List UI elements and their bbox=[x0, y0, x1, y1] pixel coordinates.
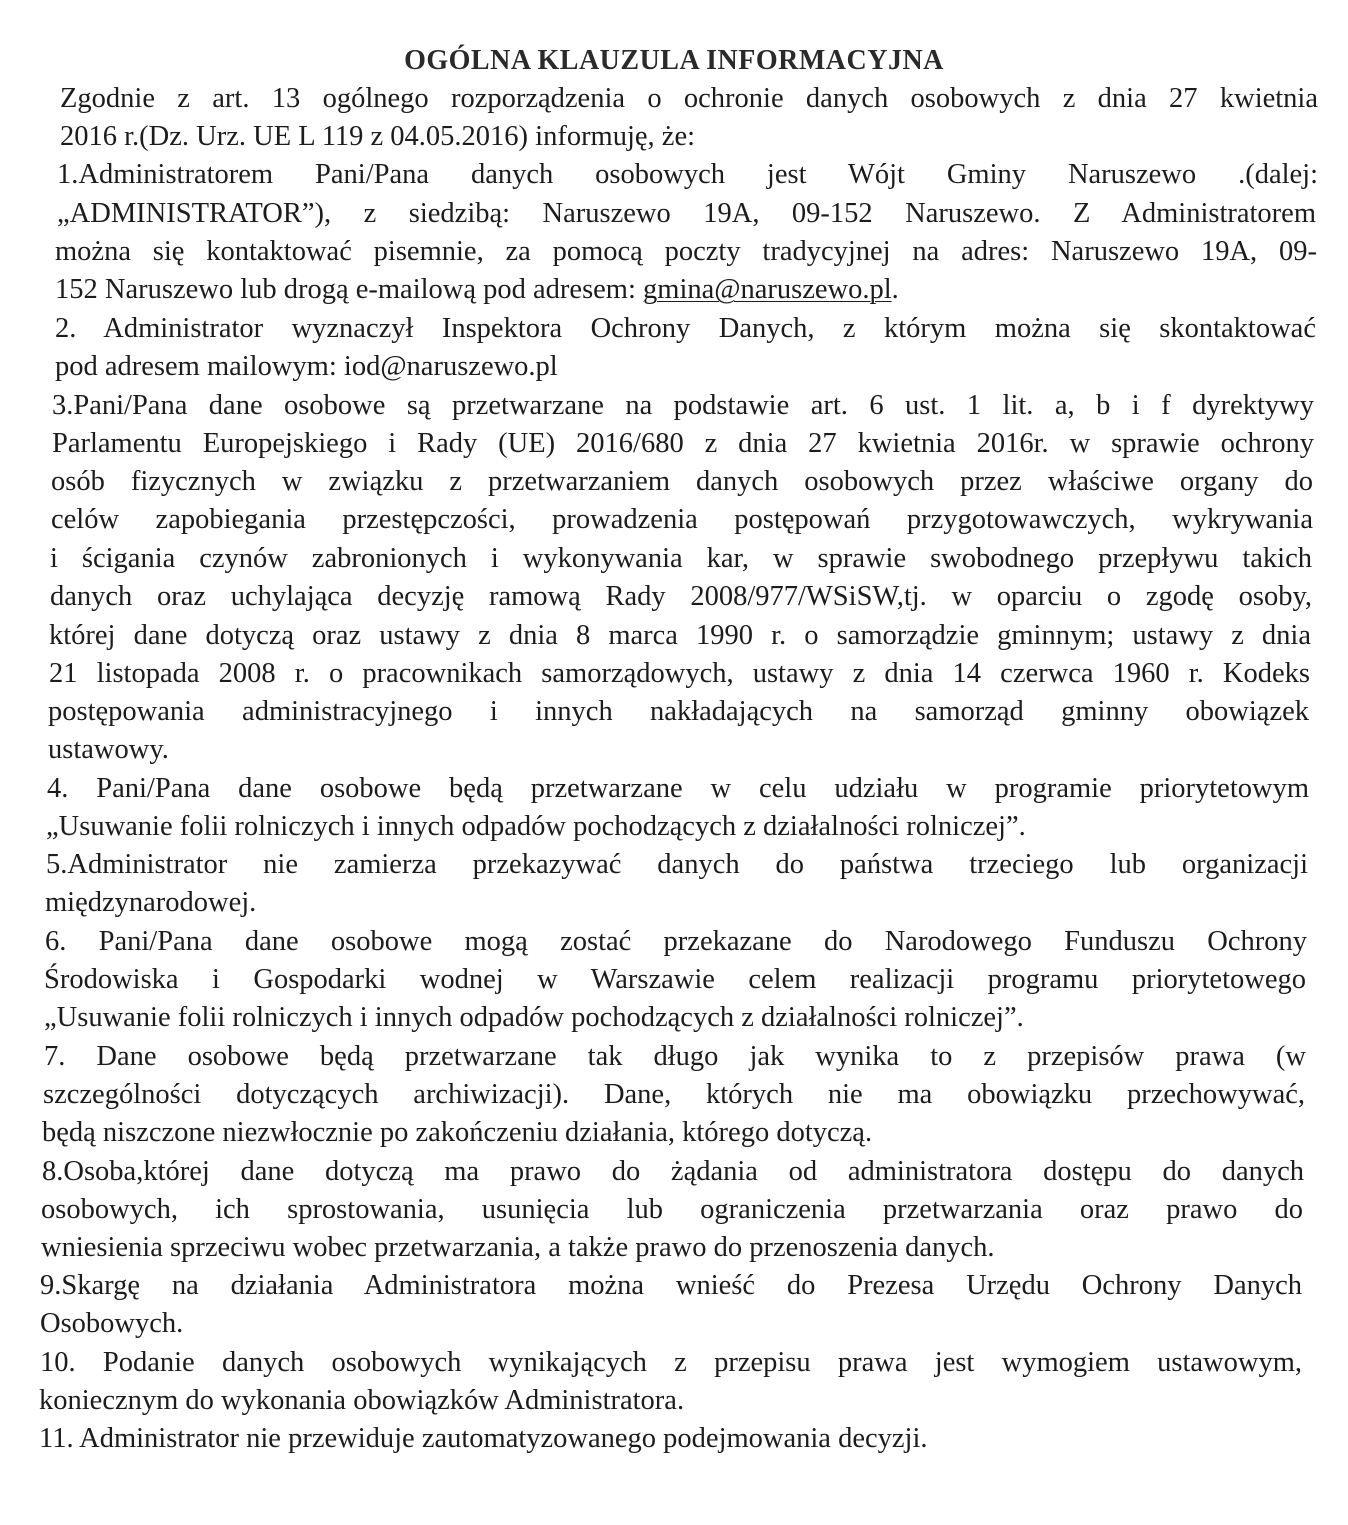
document-line: 5.Administrator nie zamierza przekazywać danych do państwa trzeciego lub organizacji bbox=[46, 849, 1308, 880]
document-line: osobowych, ich sprostowania, usunięcia lub ograniczenia przetwarzania oraz prawo do bbox=[41, 1194, 1303, 1225]
document-line: pod adresem mailowym: iod@naruszewo.pl bbox=[55, 351, 558, 382]
document-line: koniecznym do wykonania obowiązków Administratora. bbox=[39, 1385, 685, 1416]
email-link[interactable]: gmina@naruszewo.pl bbox=[643, 274, 892, 305]
document-line: 2016 r.(Dz. Urz. UE L 119 z 04.05.2016) informuję, że: bbox=[60, 121, 696, 152]
document-line: celów zapobiegania przestępczości, prowadzenia postępowań przygotowawczych, wykrywania bbox=[51, 504, 1313, 535]
document-line: osób fizycznych w związku z przetwarzaniem danych osobowych przez właściwe organy do bbox=[51, 466, 1313, 497]
document-line: będą niszczone niezwłocznie po zakończeniu działania, którego dotyczą. bbox=[42, 1117, 873, 1148]
document-line: szczególności dotyczących archiwizacji). Dane, których nie ma obowiązku przechowywać, bbox=[43, 1079, 1305, 1110]
document-line: 21 listopada 2008 r. o pracownikach samorządowych, ustawy z dnia 14 czerwca 1960 r. Kodeks bbox=[49, 658, 1310, 689]
document-title: OGÓLNA KLAUZULA INFORMACYJNA bbox=[404, 45, 944, 76]
document-line: Osobowych. bbox=[40, 1308, 184, 1339]
document-line: „Usuwanie folii rolniczych i innych odpadów pochodzących z działalności rolniczej”. bbox=[44, 1002, 1024, 1033]
document-line: i ścigania czynów zabronionych i wykonywania kar, w sprawie swobodnego przepływu takich bbox=[50, 543, 1312, 574]
document-line: wniesienia sprzeciwu wobec przetwarzania, a także prawo do przenoszenia danych. bbox=[41, 1232, 995, 1263]
document-line: 4. Pani/Pana dane osobowe będą przetwarzane w celu udziału w programie priorytetowym bbox=[47, 773, 1309, 804]
document-line: Środowiska i Gospodarki wodnej w Warszawie celem realizacji programu priorytetowego bbox=[44, 964, 1306, 995]
document-line: 3.Pani/Pana dane osobowe są przetwarzane na podstawie art. 6 ust. 1 lit. a, b i f dyrektywy bbox=[52, 390, 1314, 421]
document-line: „Usuwanie folii rolniczych i innych odpadów pochodzących z działalności rolniczej”. bbox=[46, 811, 1026, 842]
document-line: postępowania administracyjnego i innych nakładających na samorząd gminny obowiązek bbox=[48, 696, 1309, 727]
document-line: ustawowy. bbox=[48, 734, 169, 765]
document-line: Parlamentu Europejskiego i Rady (UE) 2016/680 z dnia 27 kwietnia 2016r. w sprawie ochrony bbox=[52, 428, 1314, 459]
document-line: 6. Pani/Pana dane osobowe mogą zostać przekazane do Narodowego Funduszu Ochrony bbox=[45, 926, 1307, 957]
document-line: 2. Administrator wyznaczył Inspektora Ochrony Danych, z którym można się skontaktować bbox=[55, 313, 1316, 344]
document-line: 11. Administrator nie przewiduje zautomatyzowanego podejmowania decyzji. bbox=[39, 1423, 928, 1454]
document-line bbox=[55, 271, 899, 309]
document-line: można się kontaktować pisemnie, za pomocą poczty tradycyjnej na adres: Naruszewo 19A, 09- bbox=[55, 236, 1317, 267]
document-line: 7. Dane osobowe będą przetwarzane tak długo jak wynika to z przepisów prawa (w bbox=[44, 1041, 1306, 1072]
document-line: której dane dotyczą oraz ustawy z dnia 8 marca 1990 r. o samorządzie gminnym; ustawy z dnia bbox=[49, 620, 1311, 651]
document-line: międzynarodowej. bbox=[45, 887, 257, 918]
document-line: 10. Podanie danych osobowych wynikających z przepisu prawa jest wymogiem ustawowym, bbox=[40, 1347, 1302, 1378]
document-line: Zgodnie z art. 13 ogólnego rozporządzenia o ochronie danych osobowych z dnia 27 kwietnia bbox=[60, 83, 1318, 114]
document-line: 9.Skargę na działania Administratora można wnieść do Prezesa Urzędu Ochrony Danych bbox=[40, 1270, 1302, 1301]
document-line: 8.Osoba,której dane dotyczą ma prawo do żądania od administratora dostępu do danych bbox=[42, 1156, 1304, 1187]
document-line: „ADMINISTRATOR”), z siedzibą: Naruszewo 19A, 09-152 Naruszewo. Z Administratorem bbox=[57, 198, 1316, 229]
document-line: danych oraz uchylająca decyzję ramową Rady 2008/977/WSiSW,tj. w oparciu o zgodę osoby, bbox=[50, 581, 1312, 612]
document-line-text: 152 Naruszewo lub drogą e-mailową pod adresem: bbox=[55, 274, 644, 305]
email-link-suffix: . bbox=[891, 274, 899, 305]
document-line: 1.Administratorem Pani/Pana danych osobowych jest Wójt Gminy Naruszewo .(dalej: bbox=[57, 159, 1318, 190]
